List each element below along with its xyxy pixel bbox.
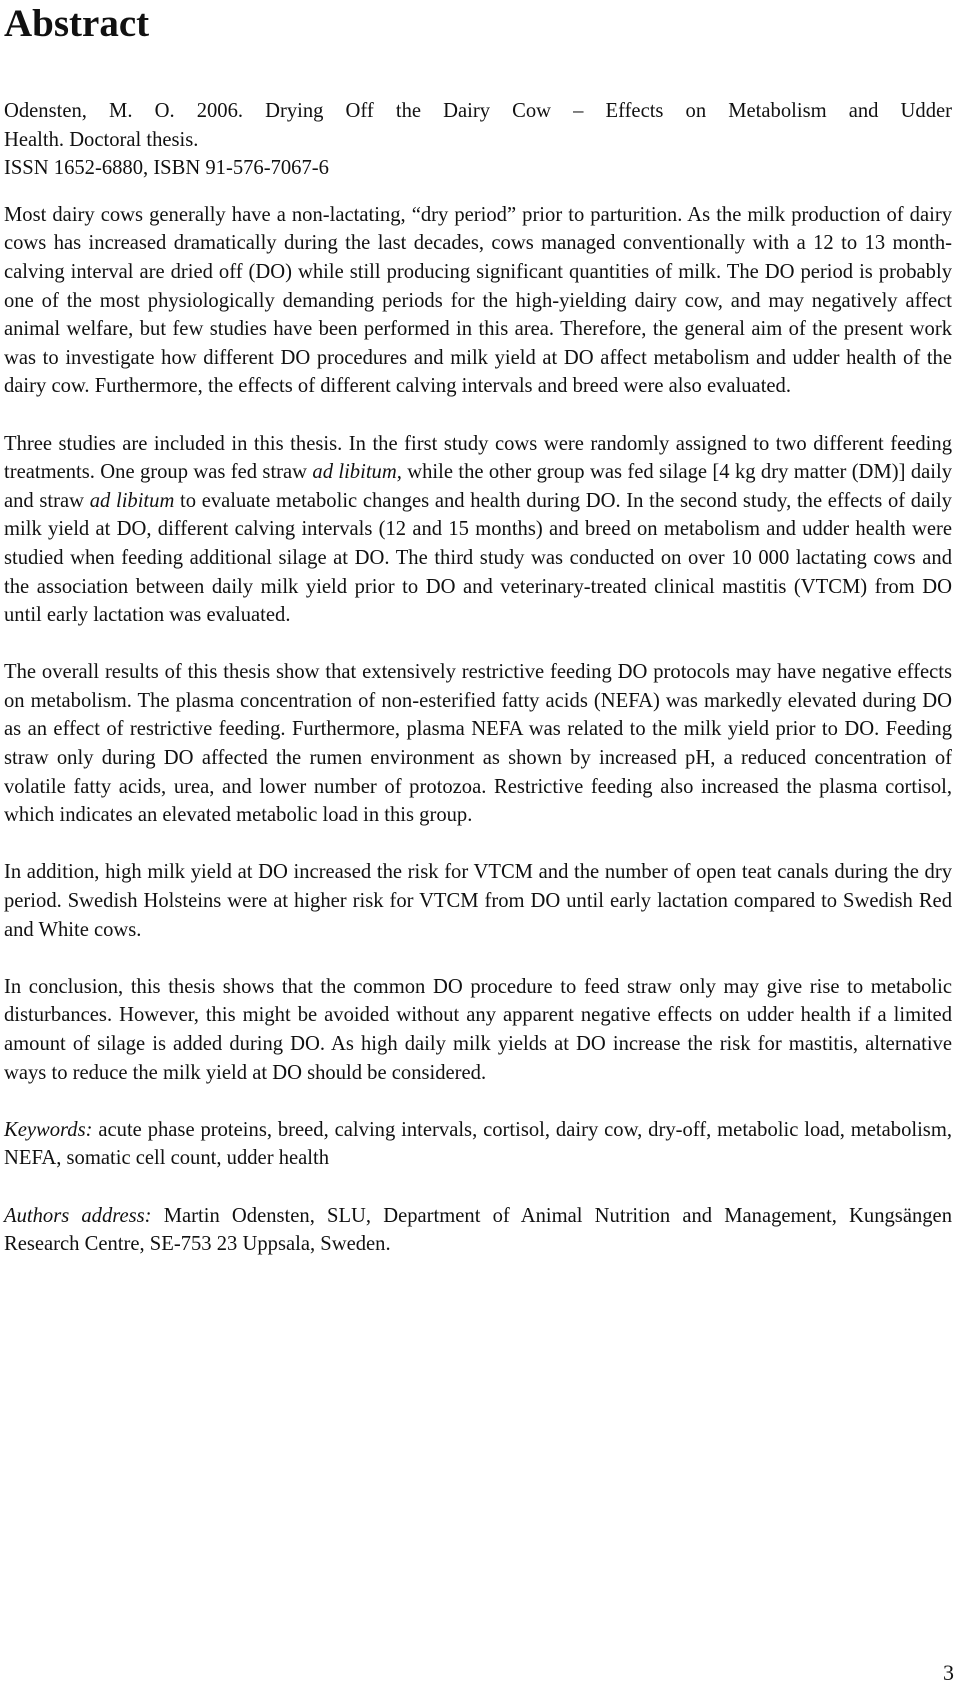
page-number: 3 bbox=[943, 1660, 954, 1685]
paragraph-conclusion: In conclusion, this thesis shows that the common DO procedure to feed straw only may give rise to metabolic disturbances. However, this might be avoided without any apparent negative effects on udder health if a limited amount of silage is added during DO. As high daily milk yields at DO increase the risk for mastitis, alternative ways to reduce the milk yield at DO should be considered. bbox=[4, 975, 952, 1084]
author-address-label: Authors address: bbox=[4, 1204, 152, 1227]
paragraph-studies bbox=[4, 430, 952, 630]
abstract-body bbox=[4, 97, 952, 1259]
paragraph-results: The overall results of this thesis show that extensively restrictive feeding DO protocols may have negative effects on metabolism. The plasma concentration of non-esterified fatty acids (NEFA) was markedly elevated during DO as an effect of restrictive feeding. Furthermore, plasma NEFA was related to the milk yield prior to DO. Feeding straw only during DO affected the rumen environment as shown by increased pH, a reduced concentration of volatile fatty acids, urea, and lower number of protozoa. Restrictive feeding also increased the plasma cortisol, which indicates an elevated metabolic load in this group. bbox=[4, 661, 952, 827]
paragraph-introduction: Most dairy cows generally have a non-lactating, “dry period” prior to parturition. As the milk production of dairy cows has increased dramatically during the last decades, cows managed conventionally with a 12 to 13 month-calving interval are dried off (DO) while still producing significant quantities of milk. The DO period is probably one of the most physiologically demanding periods for the high-yielding dairy cow, and may negatively affect animal welfare, but few studies have been performed in this area. Therefore, the general aim of the present work was to investigate how different DO procedures and milk yield at DO affect metabolism and udder health of the dairy cow. Furthermore, the effects of different calving intervals and breed were also evaluated. bbox=[4, 203, 952, 398]
citation-line-1: Odensten, M. O. 2006. Drying Off the Dairy Cow – Effects on Metabolism and Udder bbox=[4, 100, 952, 122]
citation-line-2: Health. Doctoral thesis. bbox=[4, 128, 199, 151]
page-title: Abstract bbox=[4, 2, 150, 45]
paragraph-studies-part-1: Three studies are included in this thesis. In the first study cows were randomly assigned to two different feeding treatments. One group was fed straw bbox=[4, 432, 952, 484]
paragraph-studies-part-3: to evaluate metabolic changes and health during DO. In the second study, the effects of daily milk yield at DO, different calving intervals (12 and 15 months) and breed on metabolism and udder health were studied when feeding additional silage at DO. The third study was conducted on over 10 000 lactating cows and the association between daily milk yield prior to DO and veterinary-treated clinical mastitis (VTCM) from DO until early lactation was evaluated. bbox=[4, 489, 952, 627]
paragraph-studies-italic-1: ad libitum, bbox=[312, 461, 402, 484]
keywords-label: Keywords: bbox=[4, 1118, 93, 1141]
author-address bbox=[4, 1202, 952, 1259]
citation-block bbox=[4, 97, 952, 183]
paragraph-studies-italic-2: ad libitum bbox=[89, 489, 175, 512]
citation-line-3: ISSN 1652-6880, ISBN 91-576-7067-6 bbox=[4, 157, 329, 180]
author-address-text: Martin Odensten, SLU, Department of Animal Nutrition and Management, Kungsängen Research Centre, SE-753 23 Uppsala, Sweden. bbox=[4, 1204, 952, 1256]
paragraph-addition: In addition, high milk yield at DO increased the risk for VTCM and the number of open teat canals during the dry period. Swedish Holsteins were at higher risk for VTCM from DO until early lactation compared to Swedish Red and White cows. bbox=[4, 861, 952, 941]
keywords-text: acute phase proteins, breed, calving intervals, cortisol, dairy cow, dry-off, metabolic load, metabolism, NEFA, somatic cell count, udder health bbox=[4, 1118, 952, 1170]
paragraph-studies-part-2: while the other group was fed silage [4 kg dry matter (DM)] daily and straw bbox=[4, 461, 952, 512]
keywords-line bbox=[4, 1116, 952, 1173]
